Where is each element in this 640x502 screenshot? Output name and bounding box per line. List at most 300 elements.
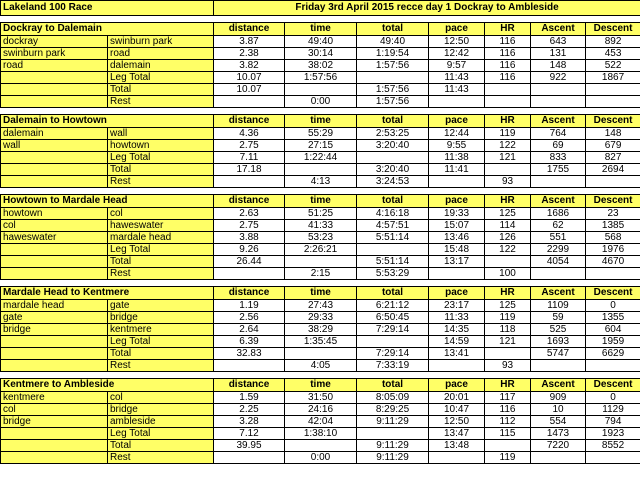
from-cell xyxy=(1,72,108,84)
from-cell: col xyxy=(1,220,108,232)
ascent-cell: 643 xyxy=(531,36,586,48)
descent-cell: 892 xyxy=(586,36,640,48)
table-row xyxy=(1,128,640,140)
hr-cell: 116 xyxy=(485,60,531,72)
hr-cell: 112 xyxy=(485,416,531,428)
pace-cell: 11:41 xyxy=(429,164,485,176)
ascent-cell: 4054 xyxy=(531,256,586,268)
time-cell xyxy=(285,256,357,268)
to-cell: swinburn park xyxy=(108,36,214,48)
to-cell: Rest xyxy=(108,452,214,464)
spacer-cell xyxy=(1,16,640,23)
descent-cell: 1129 xyxy=(586,404,640,416)
table-row xyxy=(1,244,640,256)
column-header: time xyxy=(285,287,357,300)
total-cell: 6:50:45 xyxy=(357,312,429,324)
time-cell xyxy=(285,348,357,360)
to-cell: Leg Total xyxy=(108,244,214,256)
from-cell: bridge xyxy=(1,324,108,336)
from-cell xyxy=(1,96,108,108)
total-cell: 4:57:51 xyxy=(357,220,429,232)
to-cell: Rest xyxy=(108,96,214,108)
descent-cell: 0 xyxy=(586,392,640,404)
total-cell xyxy=(357,336,429,348)
distance-cell: 9.26 xyxy=(214,244,285,256)
time-cell: 49:40 xyxy=(285,36,357,48)
distance-cell: 2.75 xyxy=(214,140,285,152)
from-cell: wall xyxy=(1,140,108,152)
column-header: Ascent xyxy=(531,195,586,208)
descent-cell xyxy=(586,452,640,464)
spacer-row xyxy=(1,188,640,195)
from-cell xyxy=(1,440,108,452)
pace-cell: 12:42 xyxy=(429,48,485,60)
total-cell: 1:57:56 xyxy=(357,84,429,96)
table-row xyxy=(1,428,640,440)
to-cell: wall xyxy=(108,128,214,140)
to-cell: haweswater xyxy=(108,220,214,232)
column-header: HR xyxy=(485,23,531,36)
distance-cell: 17.18 xyxy=(214,164,285,176)
distance-cell xyxy=(214,96,285,108)
total-cell xyxy=(357,428,429,440)
from-cell: col xyxy=(1,404,108,416)
descent-cell: 827 xyxy=(586,152,640,164)
from-cell xyxy=(1,244,108,256)
total-cell xyxy=(357,152,429,164)
time-cell: 2:26:21 xyxy=(285,244,357,256)
from-cell xyxy=(1,176,108,188)
ascent-cell: 131 xyxy=(531,48,586,60)
section-title: Kentmere to Ambleside xyxy=(1,379,214,392)
descent-cell: 679 xyxy=(586,140,640,152)
time-cell xyxy=(285,164,357,176)
distance-cell xyxy=(214,268,285,280)
distance-cell: 2.25 xyxy=(214,404,285,416)
time-cell: 24:16 xyxy=(285,404,357,416)
from-cell xyxy=(1,152,108,164)
time-cell: 55:29 xyxy=(285,128,357,140)
distance-cell: 10.07 xyxy=(214,72,285,84)
section-header-row xyxy=(1,115,640,128)
hr-cell: 119 xyxy=(485,452,531,464)
time-cell: 27:15 xyxy=(285,140,357,152)
time-cell: 1:57:56 xyxy=(285,72,357,84)
total-cell: 8:29:25 xyxy=(357,404,429,416)
time-cell xyxy=(285,84,357,96)
hr-cell xyxy=(485,256,531,268)
table-row xyxy=(1,220,640,232)
hr-cell: 100 xyxy=(485,268,531,280)
total-cell: 9:11:29 xyxy=(357,440,429,452)
ascent-cell: 909 xyxy=(531,392,586,404)
table-row xyxy=(1,452,640,464)
distance-cell: 2.64 xyxy=(214,324,285,336)
distance-cell: 6.39 xyxy=(214,336,285,348)
table-row xyxy=(1,84,640,96)
ascent-cell xyxy=(531,360,586,372)
total-cell: 5:51:14 xyxy=(357,232,429,244)
distance-cell: 3.87 xyxy=(214,36,285,48)
to-cell: col xyxy=(108,392,214,404)
table-row xyxy=(1,152,640,164)
total-cell: 7:29:14 xyxy=(357,324,429,336)
ascent-cell: 551 xyxy=(531,232,586,244)
table-row xyxy=(1,404,640,416)
column-header: distance xyxy=(214,115,285,128)
descent-cell xyxy=(586,84,640,96)
descent-cell: 2694 xyxy=(586,164,640,176)
descent-cell: 23 xyxy=(586,208,640,220)
time-cell: 38:29 xyxy=(285,324,357,336)
table-row xyxy=(1,312,640,324)
total-cell: 8:05:09 xyxy=(357,392,429,404)
hr-cell: 121 xyxy=(485,336,531,348)
hr-cell: 122 xyxy=(485,244,531,256)
descent-cell xyxy=(586,268,640,280)
ascent-cell: 62 xyxy=(531,220,586,232)
pace-cell: 12:50 xyxy=(429,416,485,428)
hr-cell: 125 xyxy=(485,300,531,312)
from-cell: road xyxy=(1,60,108,72)
to-cell: Leg Total xyxy=(108,428,214,440)
distance-cell: 2.75 xyxy=(214,220,285,232)
column-header: Descent xyxy=(586,115,640,128)
table-row xyxy=(1,96,640,108)
section-header-row xyxy=(1,23,640,36)
total-cell: 1:57:56 xyxy=(357,96,429,108)
descent-cell: 794 xyxy=(586,416,640,428)
spacer-cell xyxy=(1,188,640,195)
to-cell: bridge xyxy=(108,404,214,416)
column-header: Descent xyxy=(586,195,640,208)
from-cell xyxy=(1,348,108,360)
ascent-cell: 1686 xyxy=(531,208,586,220)
from-cell xyxy=(1,452,108,464)
to-cell: Total xyxy=(108,256,214,268)
ascent-cell xyxy=(531,268,586,280)
column-header: Descent xyxy=(586,379,640,392)
to-cell: gate xyxy=(108,300,214,312)
pace-cell: 13:17 xyxy=(429,256,485,268)
pace-cell: 10:47 xyxy=(429,404,485,416)
distance-cell: 7.11 xyxy=(214,152,285,164)
ascent-cell: 1755 xyxy=(531,164,586,176)
distance-cell: 1.59 xyxy=(214,392,285,404)
ascent-cell: 5747 xyxy=(531,348,586,360)
from-cell xyxy=(1,360,108,372)
descent-cell: 522 xyxy=(586,60,640,72)
hr-cell: 117 xyxy=(485,392,531,404)
title-row xyxy=(1,1,640,16)
total-cell: 2:53:25 xyxy=(357,128,429,140)
distance-cell: 3.82 xyxy=(214,60,285,72)
distance-cell: 26.44 xyxy=(214,256,285,268)
pace-cell xyxy=(429,96,485,108)
descent-cell xyxy=(586,360,640,372)
ascent-cell: 59 xyxy=(531,312,586,324)
pace-cell: 13:46 xyxy=(429,232,485,244)
distance-cell xyxy=(214,176,285,188)
distance-cell xyxy=(214,360,285,372)
column-header: HR xyxy=(485,379,531,392)
descent-cell: 0 xyxy=(586,300,640,312)
descent-cell: 1355 xyxy=(586,312,640,324)
column-header: pace xyxy=(429,379,485,392)
hr-cell: 93 xyxy=(485,360,531,372)
pace-cell: 14:35 xyxy=(429,324,485,336)
column-header: distance xyxy=(214,379,285,392)
pace-cell: 11:38 xyxy=(429,152,485,164)
time-cell: 42:04 xyxy=(285,416,357,428)
time-cell: 1:22:44 xyxy=(285,152,357,164)
from-cell xyxy=(1,428,108,440)
from-cell: mardale head xyxy=(1,300,108,312)
column-header: time xyxy=(285,379,357,392)
time-cell: 1:38:10 xyxy=(285,428,357,440)
ascent-cell: 10 xyxy=(531,404,586,416)
ascent-cell: 2299 xyxy=(531,244,586,256)
spacer-row xyxy=(1,108,640,115)
hr-cell: 122 xyxy=(485,140,531,152)
ascent-cell: 148 xyxy=(531,60,586,72)
time-cell: 31:50 xyxy=(285,392,357,404)
distance-cell: 10.07 xyxy=(214,84,285,96)
table-row xyxy=(1,36,640,48)
total-cell: 49:40 xyxy=(357,36,429,48)
hr-cell: 119 xyxy=(485,128,531,140)
to-cell: Leg Total xyxy=(108,72,214,84)
distance-cell: 39.95 xyxy=(214,440,285,452)
section-header-row xyxy=(1,195,640,208)
ascent-cell: 764 xyxy=(531,128,586,140)
descent-cell: 1959 xyxy=(586,336,640,348)
spacer-cell xyxy=(1,108,640,115)
hr-cell xyxy=(485,348,531,360)
descent-cell: 453 xyxy=(586,48,640,60)
time-cell: 4:05 xyxy=(285,360,357,372)
to-cell: Total xyxy=(108,348,214,360)
pace-cell: 15:07 xyxy=(429,220,485,232)
from-cell xyxy=(1,256,108,268)
descent-cell: 1385 xyxy=(586,220,640,232)
pace-cell: 15:48 xyxy=(429,244,485,256)
pace-cell: 12:44 xyxy=(429,128,485,140)
to-cell: road xyxy=(108,48,214,60)
pace-cell xyxy=(429,360,485,372)
ascent-cell: 69 xyxy=(531,140,586,152)
column-header: time xyxy=(285,23,357,36)
descent-cell: 604 xyxy=(586,324,640,336)
pace-cell: 9:55 xyxy=(429,140,485,152)
total-cell: 4:16:18 xyxy=(357,208,429,220)
total-cell: 3:20:40 xyxy=(357,164,429,176)
column-header: total xyxy=(357,287,429,300)
table-row xyxy=(1,416,640,428)
total-cell: 3:24:53 xyxy=(357,176,429,188)
column-header: HR xyxy=(485,115,531,128)
pace-cell: 19:33 xyxy=(429,208,485,220)
column-header: pace xyxy=(429,23,485,36)
from-cell: howtown xyxy=(1,208,108,220)
distance-cell: 3.28 xyxy=(214,416,285,428)
column-header: distance xyxy=(214,287,285,300)
time-cell xyxy=(285,440,357,452)
descent-cell: 1867 xyxy=(586,72,640,84)
column-header: total xyxy=(357,115,429,128)
column-header: distance xyxy=(214,195,285,208)
total-cell: 7:33:19 xyxy=(357,360,429,372)
column-header: time xyxy=(285,195,357,208)
ascent-cell xyxy=(531,84,586,96)
time-cell: 29:33 xyxy=(285,312,357,324)
table-row xyxy=(1,48,640,60)
total-cell: 1:57:56 xyxy=(357,60,429,72)
distance-cell: 1.19 xyxy=(214,300,285,312)
table-row xyxy=(1,208,640,220)
to-cell: Total xyxy=(108,164,214,176)
from-cell: dalemain xyxy=(1,128,108,140)
to-cell: Leg Total xyxy=(108,152,214,164)
descent-cell xyxy=(586,96,640,108)
total-cell: 9:11:29 xyxy=(357,416,429,428)
from-cell: haweswater xyxy=(1,232,108,244)
table-row xyxy=(1,440,640,452)
total-cell xyxy=(357,244,429,256)
from-cell xyxy=(1,336,108,348)
ascent-cell: 922 xyxy=(531,72,586,84)
column-header: Ascent xyxy=(531,23,586,36)
to-cell: bridge xyxy=(108,312,214,324)
pace-cell: 13:41 xyxy=(429,348,485,360)
spacer-row xyxy=(1,280,640,287)
time-cell: 1:35:45 xyxy=(285,336,357,348)
pace-cell: 11:33 xyxy=(429,312,485,324)
pace-cell xyxy=(429,452,485,464)
column-header: time xyxy=(285,115,357,128)
hr-cell: 93 xyxy=(485,176,531,188)
to-cell: Total xyxy=(108,440,214,452)
column-header: total xyxy=(357,195,429,208)
pace-cell: 13:48 xyxy=(429,440,485,452)
time-cell: 27:43 xyxy=(285,300,357,312)
table-row xyxy=(1,164,640,176)
ascent-cell: 1693 xyxy=(531,336,586,348)
pace-cell: 11:43 xyxy=(429,84,485,96)
hr-cell xyxy=(485,440,531,452)
hr-cell: 116 xyxy=(485,72,531,84)
distance-cell: 7.12 xyxy=(214,428,285,440)
total-cell: 5:51:14 xyxy=(357,256,429,268)
descent-cell: 4670 xyxy=(586,256,640,268)
pace-cell: 13:47 xyxy=(429,428,485,440)
spacer-cell xyxy=(1,372,640,379)
table-row xyxy=(1,268,640,280)
column-header: total xyxy=(357,379,429,392)
total-cell: 1:19:54 xyxy=(357,48,429,60)
hr-cell: 115 xyxy=(485,428,531,440)
pace-cell: 11:43 xyxy=(429,72,485,84)
hr-cell: 118 xyxy=(485,324,531,336)
section-title: Mardale Head to Kentmere xyxy=(1,287,214,300)
column-header: Ascent xyxy=(531,287,586,300)
pace-cell: 12:50 xyxy=(429,36,485,48)
time-cell: 38:02 xyxy=(285,60,357,72)
column-header: Ascent xyxy=(531,115,586,128)
to-cell: Leg Total xyxy=(108,336,214,348)
descent-cell: 1923 xyxy=(586,428,640,440)
from-cell xyxy=(1,268,108,280)
table-row xyxy=(1,232,640,244)
from-cell xyxy=(1,84,108,96)
from-cell: bridge xyxy=(1,416,108,428)
to-cell: ambleside xyxy=(108,416,214,428)
time-cell: 51:25 xyxy=(285,208,357,220)
pace-cell xyxy=(429,176,485,188)
descent-cell: 148 xyxy=(586,128,640,140)
distance-cell xyxy=(214,452,285,464)
table-row xyxy=(1,336,640,348)
pace-cell: 23:17 xyxy=(429,300,485,312)
to-cell: kentmere xyxy=(108,324,214,336)
hr-cell: 116 xyxy=(485,36,531,48)
descent-cell: 8552 xyxy=(586,440,640,452)
hr-cell xyxy=(485,96,531,108)
to-cell: Rest xyxy=(108,360,214,372)
table-row xyxy=(1,72,640,84)
pace-cell xyxy=(429,268,485,280)
ascent-cell xyxy=(531,452,586,464)
to-cell: mardale head xyxy=(108,232,214,244)
hr-cell: 116 xyxy=(485,48,531,60)
distance-cell: 3.88 xyxy=(214,232,285,244)
time-cell: 41:33 xyxy=(285,220,357,232)
spacer-row xyxy=(1,372,640,379)
section-title: Howtown to Mardale Head xyxy=(1,195,214,208)
hr-cell: 125 xyxy=(485,208,531,220)
hr-cell: 126 xyxy=(485,232,531,244)
total-cell: 3:20:40 xyxy=(357,140,429,152)
column-header: HR xyxy=(485,195,531,208)
column-header: Descent xyxy=(586,23,640,36)
column-header: Ascent xyxy=(531,379,586,392)
time-cell: 30:14 xyxy=(285,48,357,60)
distance-cell: 4.36 xyxy=(214,128,285,140)
from-cell: dockray xyxy=(1,36,108,48)
ascent-cell: 1473 xyxy=(531,428,586,440)
table-row xyxy=(1,348,640,360)
time-cell: 2:15 xyxy=(285,268,357,280)
race-title: Lakeland 100 Race xyxy=(1,1,214,16)
spacer-cell xyxy=(1,280,640,287)
from-cell: gate xyxy=(1,312,108,324)
recce-title: Friday 3rd April 2015 recce day 1 Dockray to Ambleside xyxy=(214,1,640,16)
ascent-cell xyxy=(531,176,586,188)
table-row xyxy=(1,60,640,72)
distance-cell: 2.63 xyxy=(214,208,285,220)
section-title: Dockray to Dalemain xyxy=(1,23,214,36)
column-header: Descent xyxy=(586,287,640,300)
ascent-cell: 525 xyxy=(531,324,586,336)
hr-cell: 116 xyxy=(485,404,531,416)
distance-cell: 32.83 xyxy=(214,348,285,360)
column-header: total xyxy=(357,23,429,36)
column-header: distance xyxy=(214,23,285,36)
table-row xyxy=(1,140,640,152)
section-title: Dalemain to Howtown xyxy=(1,115,214,128)
ascent-cell: 554 xyxy=(531,416,586,428)
hr-cell xyxy=(485,84,531,96)
